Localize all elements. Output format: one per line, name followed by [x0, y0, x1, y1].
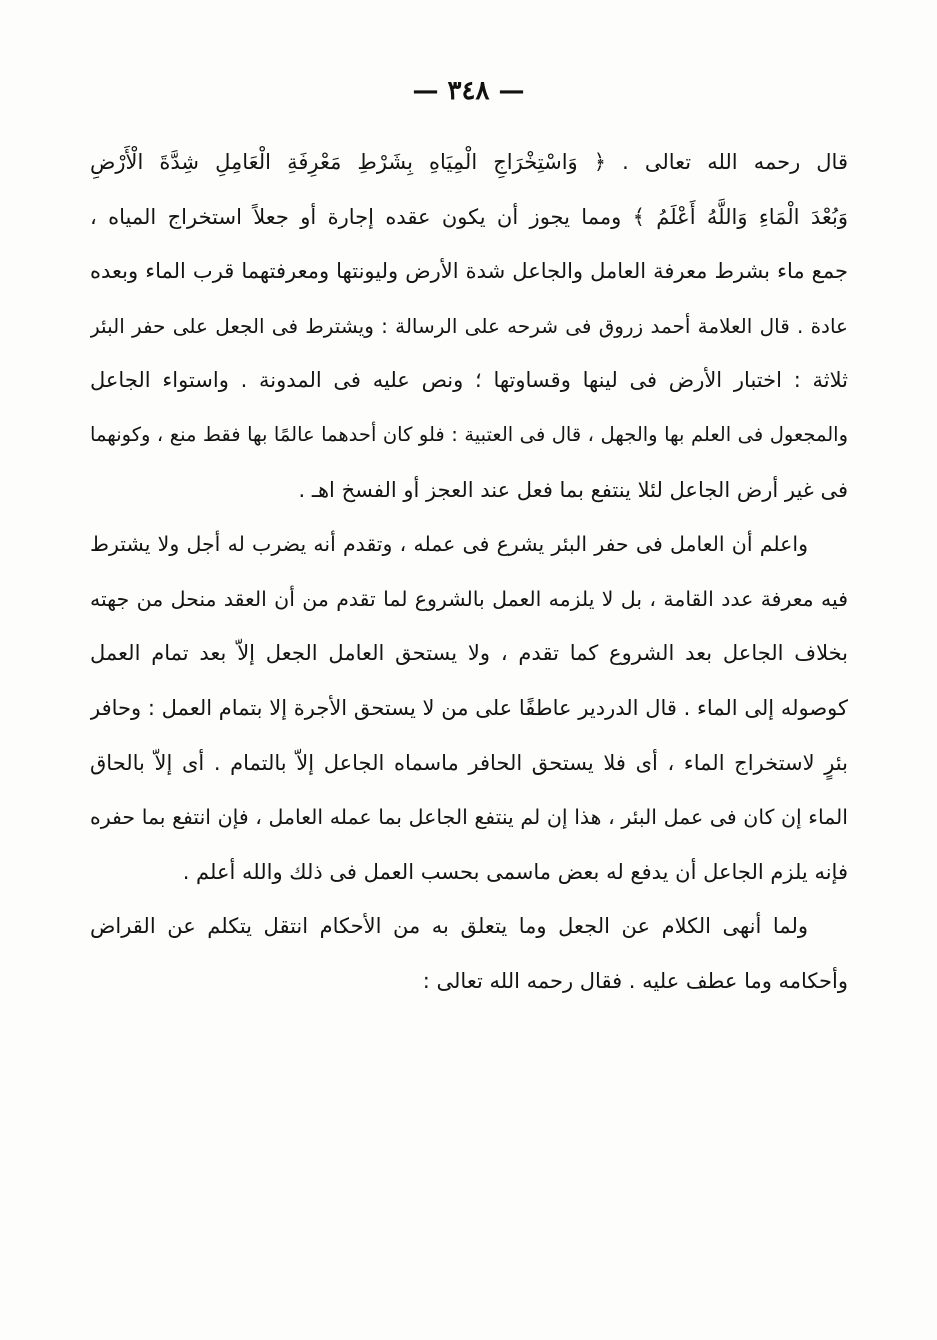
text-line: ثلاثة : اختبار الأرض فى لينها وقساوتها ؛ ونص عليه فى المدونة . واستواء الجاعل	[90, 368, 848, 393]
text-line: كوصوله إلى الماء . قال الدردير عاطفًا على من لا يستحق الأجرة إلا بتمام العمل : وحافر	[90, 695, 848, 720]
text-line: وأحكامه وما عطف عليه . فقال رحمه الله تعالى :	[422, 968, 848, 993]
text-line: قال رحمه الله تعالى . ﴿ وَاسْتِخْرَاجِ الْمِيَاهِ بِشَرْطِ مَعْرِفَةِ الْعَامِلِ شِدَّةَ الْأَرْضِ	[90, 150, 848, 174]
text-line: فى غير أرض الجاعل لئلا ينتفع بما فعل عند العجز أو الفسخ اهـ .	[298, 477, 848, 502]
text-line: وَبُعْدَ الْمَاءِ وَاللَّهُ أَعْلَمُ ﴾ ومما يجوز أن يكون عقده إجارة أو جعلاً استخراج المياه ،	[90, 204, 848, 229]
text-line: فيه معرفة عدد القامة ، بل لا يلزمه العمل بالشروع لما تقدم من أن العقد منحل من جهته	[90, 586, 848, 611]
text-line: واعلم أن العامل فى حفر البئر يشرع فى عمله ، وتقدم أنه يضرب له أجل ولا يشترط	[90, 532, 808, 557]
page-number: — ٣٤٨ —	[412, 76, 525, 106]
text-line: الماء إن كان فى عمل البئر ، هذا إن لم ينتفع الجاعل بما عمله العامل ، فإن انتفع بما حفره	[90, 805, 848, 830]
text-line: والمجعول فى العلم بها والجهل ، قال فى العتبية : فلو كان أحدهما عالمًا بها فقط منع ، وكونهما	[90, 422, 848, 446]
text-line: بخلاف الجاعل بعد الشروع كما تقدم ، ولا يستحق العامل الجعل إلاّ بعد تمام العمل	[90, 641, 848, 666]
text-line: ولما أنهى الكلام عن الجعل وما يتعلق به من الأحكام انتقل يتكلم عن القراض	[90, 914, 808, 939]
text-line: بئرٍ لاستخراج الماء ، أى فلا يستحق الحافر ماسماه الجاعل إلاّ بالتمام . أى إلاّ بالحاق	[90, 750, 848, 775]
text-line: جمع ماء بشرط معرفة العامل والجاعل شدة الأرض وليونتها ومعرفتهما قرب الماء وبعده	[90, 259, 848, 284]
body-text	[90, 135, 848, 1009]
text-line: فإنه يلزم الجاعل أن يدفع له بعض ماسمى بحسب العمل فى ذلك والله أعلم .	[182, 859, 848, 884]
text-line: عادة . قال العلامة أحمد زروق فى شرحه على الرسالة : ويشترط فى الجعل على حفر البئر	[90, 313, 848, 338]
